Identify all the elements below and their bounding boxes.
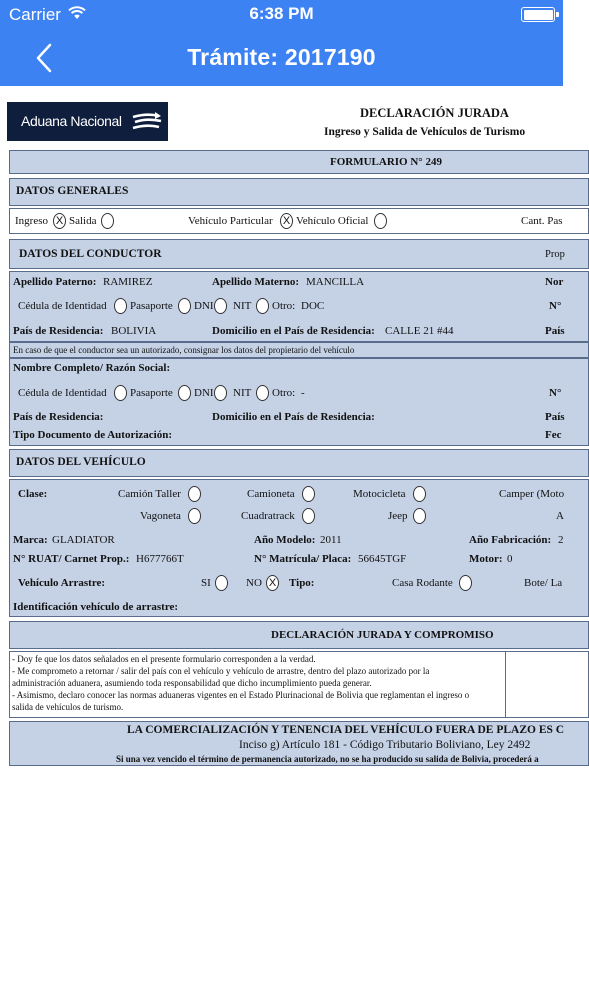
form-number-bar [9,150,589,174]
carrier-label: Carrier [9,5,61,24]
camper-label: Camper (Moto [499,488,565,500]
apellido-materno-label: Apellido Materno: [212,276,300,288]
pasaporte-checkbox[interactable] [178,298,191,314]
navigation-bar [0,30,563,86]
numero-label: N° [549,387,562,399]
anio-fabricacion-value: 2 [558,534,564,546]
section-datos-vehiculo [9,449,589,477]
cedula-checkbox[interactable] [114,385,127,401]
otro-label: Otro: [272,300,296,312]
section-title: DATOS DEL CONDUCTOR [19,248,162,260]
cedula-label: Cédula de Identidad [18,300,107,312]
arrastre-no-label: NO [246,577,262,589]
nit-label: NIT [233,300,252,312]
domicilio-label: Domicilio en el País de Residencia: [212,411,375,423]
camioneta-checkbox[interactable] [302,486,315,502]
section-title: DECLARACIÓN JURADA Y COMPROMISO [271,629,494,641]
apellido-paterno-value: RAMIREZ [103,276,153,288]
general-options-row [9,208,589,234]
vehicle-data-block [9,479,589,617]
cedula-label: Cédula de Identidad [18,387,107,399]
motor-value: 0 [507,553,513,565]
arrastre-label: Vehículo Arrastre: [18,577,106,589]
declaration-line: administración aduanera, asumiendo toda responsabilidad que dicho incumplimiento pueda generar. [12,678,372,688]
aduana-logo [7,102,168,141]
anio-fabricacion-label: Año Fabricación: [469,534,552,546]
nit-checkbox[interactable] [256,298,269,314]
cuadratrack-checkbox[interactable] [302,508,315,524]
arrastre-no-checkbox[interactable] [266,575,279,591]
warning-detail: Si una vez vencido el término de permanencia autorizado, no se ha producido su salida de Bolivia, procederá a [116,754,539,764]
particular-label: Vehículo Particular [188,215,273,227]
apellido-paterno-label: Apellido Paterno: [13,276,97,288]
salida-checkbox[interactable] [101,213,114,229]
clase-label: Clase: [18,488,48,500]
pais-residencia-label: País de Residencia: [13,325,104,337]
domicilio-value: CALLE 21 #44 [385,325,454,337]
pasaporte-checkbox[interactable] [178,385,191,401]
logo-arrows-icon [131,111,163,138]
otro-value: DOC [301,300,325,312]
arrastre-si-checkbox[interactable] [215,575,228,591]
section-title: DATOS DEL VEHÍCULO [16,456,146,468]
camion-taller-checkbox[interactable] [188,486,201,502]
domicilio-label: Domicilio en el País de Residencia: [212,325,375,337]
pais-right-label: País [545,325,565,337]
nombres-label: Nor [545,276,564,288]
declaration-line: - Me comprometo a retornar / salir del país con el vehículo y vehículo de arrastre, dentro del plazo autorizado por la [12,666,430,676]
declaration-document [0,86,563,1000]
otro-value: - [301,387,305,399]
clock-time: 6:38 PM [249,4,314,23]
column-divider [505,652,506,717]
declaration-line: - Asimismo, declaro conocer las normas aduaneras vigentes en el Estado Plurinacional de Bolivia que reglamentan el ingreso o [12,690,470,700]
anio-modelo-label: Año Modelo: [254,534,316,546]
otro-label: Otro: [272,387,296,399]
jeep-checkbox[interactable] [413,508,426,524]
pasaporte-label: Pasaporte [130,300,173,312]
status-bar [0,0,563,30]
fecha-label: Fec [545,429,562,441]
section-title: DATOS GENERALES [16,185,129,197]
jeep-label: Jeep [388,510,408,522]
salida-label: Salida [69,215,97,227]
matricula-label: N° Matrícula/ Placa: [254,553,352,565]
arrastre-si-label: SI [201,577,211,589]
other-class-label: A [556,510,564,522]
apellido-materno-value: MANCILLA [306,276,365,288]
oficial-label: Vehículo Oficial [296,215,369,227]
nombre-completo-label: Nombre Completo/ Razón Social: [13,362,171,374]
authorized-note-bar [9,342,589,358]
bote-label: Bote/ La [524,577,563,589]
identificacion-arrastre-label: Identificación vehículo de arrastre: [13,601,179,613]
battery-icon [521,7,555,22]
nav-title: Trámite: 2017190 [187,44,376,70]
tipo-label: Tipo: [289,577,315,589]
motocicleta-label: Motocicleta [353,488,406,500]
dni-label: DNI [194,300,214,312]
marca-label: Marca: [13,534,48,546]
logo-text: Aduana Nacional [21,113,122,129]
oficial-checkbox[interactable] [374,213,387,229]
document-subtitle: Ingreso y Salida de Vehículos de Turismo [324,126,526,138]
vagoneta-label: Vagoneta [140,510,181,522]
conductor-data-block [9,271,589,342]
dni-label: DNI [194,387,214,399]
ruat-value: H677766T [136,553,184,565]
legal-warning-box [9,721,589,766]
warning-title: LA COMERCIALIZACIÓN Y TENENCIA DEL VEHÍCULO FUERA DE PLAZO ES C [127,724,565,736]
cedula-checkbox[interactable] [114,298,127,314]
nit-label: NIT [233,387,252,399]
authorized-note: En caso de que el conductor sea un autorizado, consignar los datos del propietario del vehículo [13,345,355,355]
owner-data-block [9,358,589,446]
casa-rodante-checkbox[interactable] [459,575,472,591]
pais-right-label: País [545,411,565,423]
cant-pasajeros-label: Cant. Pas [521,215,563,227]
camioneta-label: Camioneta [247,488,295,500]
camion-taller-label: Camión Taller [118,488,181,500]
document-title: DECLARACIÓN JURADA [360,106,509,120]
section-declaracion [9,621,589,649]
section-datos-conductor [9,239,589,269]
ruat-label: N° RUAT/ Carnet Prop.: [13,553,130,565]
particular-checkbox[interactable] [280,213,293,229]
section-datos-generales [9,178,589,206]
propietario-label: Prop [545,249,565,260]
ingreso-label: Ingreso [15,215,48,227]
ingreso-checkbox[interactable] [53,213,66,229]
cuadratrack-label: Cuadratrack [241,510,295,522]
motor-label: Motor: [469,553,503,565]
form-number: FORMULARIO N° 249 [330,156,442,168]
declaration-line: - Doy fe que los datos señalados en el presente formulario corresponden a la verdad. [12,654,316,664]
pais-residencia-value: BOLIVIA [111,325,157,337]
motocicleta-checkbox[interactable] [413,486,426,502]
warning-legal-reference: Inciso g) Artículo 181 - Código Tributario Boliviano, Ley 2492 [239,739,531,751]
dni-checkbox[interactable] [214,385,227,401]
declaration-line: salida de vehículos de turismo. [12,702,124,712]
dni-checkbox[interactable] [214,298,227,314]
casa-rodante-label: Casa Rodante [392,577,453,589]
pais-residencia-label: País de Residencia: [13,411,104,423]
vagoneta-checkbox[interactable] [188,508,201,524]
matricula-value: 56645TGF [358,553,407,565]
numero-label: N° [549,300,562,312]
anio-modelo-value: 2011 [320,534,342,546]
nit-checkbox[interactable] [256,385,269,401]
pasaporte-label: Pasaporte [130,387,173,399]
declaration-text-box [9,651,589,718]
tipo-documento-label: Tipo Documento de Autorización: [13,429,172,441]
marca-value: GLADIATOR [52,534,115,546]
